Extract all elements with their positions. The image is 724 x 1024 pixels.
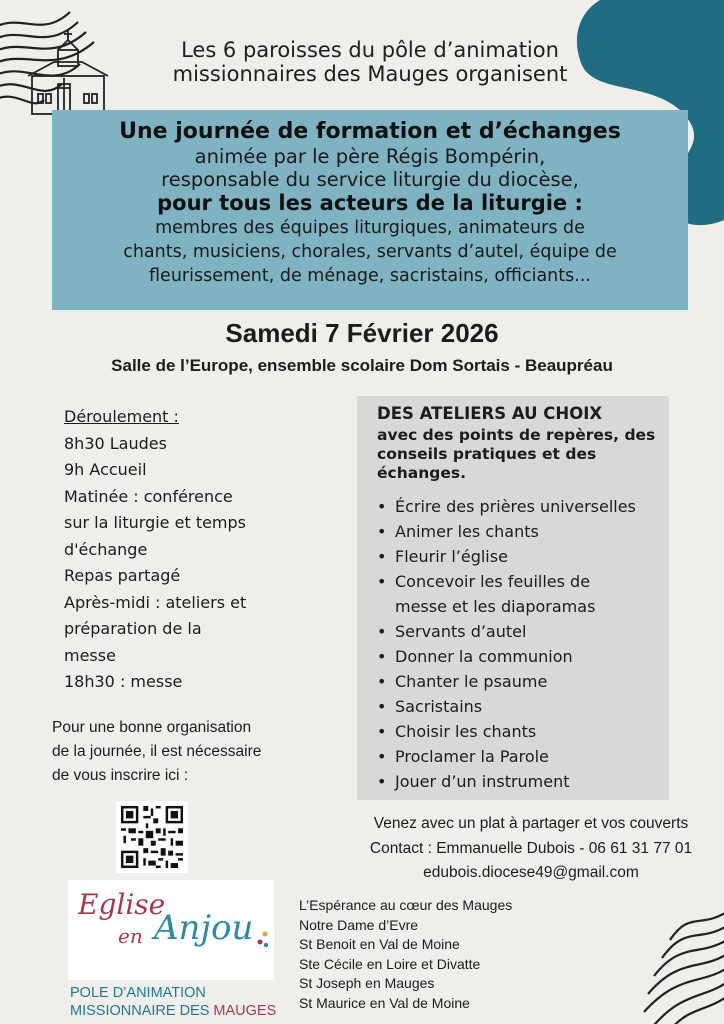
logo-word-anjou: Anjou [154, 908, 254, 948]
organizers-line-1: Les 6 paroisses du pôle d’animation [181, 38, 559, 62]
logo-word-eglise: Eglise [78, 888, 166, 921]
banner-audience-3: fleurissement, de ménage, sacristains, officiants... [149, 266, 591, 286]
pole-line-2-part: MISSIONNAIRE DES [70, 1003, 214, 1019]
workshop-item: • Jouer d’un instrument [377, 769, 667, 794]
program-line: préparation de la [64, 619, 202, 638]
workshop-item: • Choisir les chants [377, 719, 667, 744]
signup-line: Pour une bonne organisation [52, 719, 252, 736]
workshop-item: • Animer les chants [377, 519, 667, 544]
parish-item: L’Espérance au cœur des Mauges [299, 897, 513, 913]
parishes-list [299, 896, 512, 1013]
pole-label [70, 984, 276, 1020]
program-heading: Déroulement : [64, 407, 179, 426]
program-line: Repas partagé [64, 566, 181, 585]
event-venue: Salle de l’Europe, ensemble scolaire Dom Sortais - Beaupréau [111, 356, 613, 375]
workshop-item: • Écrire des prières universelles [377, 494, 667, 519]
program-line: 9h Accueil [64, 460, 147, 479]
workshops-list [377, 494, 667, 794]
parish-item: St Benoit en Val de Moine [299, 936, 460, 952]
contact-email[interactable]: edubois.diocese49@gmail.com [423, 864, 639, 881]
workshop-item: • Proclamer la Parole [377, 744, 667, 769]
banner-title: Une journée de formation et d’échanges [119, 119, 621, 144]
workshops-subtitle: avec des points de repères, des conseils pratiques et des échanges. [377, 426, 656, 482]
pole-line-2-accent: MAUGES [213, 1003, 277, 1019]
workshop-item: • Concevoir les feuilles de [377, 569, 667, 594]
program-line: sur la liturgie et temps [64, 513, 247, 532]
banner-subtitle: pour tous les acteurs de la liturgie : [157, 191, 583, 215]
event-date: Samedi 7 Février 2026 [225, 318, 499, 348]
workshop-item: • Chanter le psaume [377, 669, 667, 694]
parish-item: St Joseph en Mauges [299, 975, 435, 991]
pole-line-2 [70, 1002, 276, 1020]
signup-qr-code[interactable] [116, 801, 188, 873]
signup-note [52, 716, 312, 788]
eglise-en-anjou-logo [68, 880, 274, 980]
signup-line: de vous inscrire ici : [52, 767, 189, 784]
signup-line: de la journée, il est nécessaire [52, 743, 262, 760]
bring-food-note: Venez avec un plat à partager et vos couverts [373, 815, 689, 832]
workshop-item: • Donner la communion [377, 644, 667, 669]
logo-word-en: en [118, 924, 143, 948]
logo-dots-icon [256, 930, 270, 950]
banner-line-1: animée par le père Régis Bompérin, [194, 145, 546, 168]
parish-item: Ste Cécile en Loire et Divatte [299, 955, 481, 972]
program-line: messe [64, 645, 116, 665]
organizers-heading [120, 38, 620, 86]
contact-line: Contact : Emmanuelle Dubois - 06 61 31 77 01 [369, 839, 693, 857]
pole-line-1: POLE D’ANIMATION [70, 985, 206, 1001]
banner-audience-2: chants, musiciens, chorales, servants d’autel, équipe de [123, 242, 617, 262]
workshop-item-continued: messe et les diaporamas [395, 597, 596, 616]
program-line: d'échange [64, 539, 148, 559]
program-line: 8h30 Laudes [64, 433, 167, 453]
stripes-decoration-bottom-right [630, 900, 724, 1024]
program-line: Après-midi : ateliers et [64, 592, 247, 612]
program-schedule [64, 404, 324, 696]
organizers-line-2: missionnaires des Mauges organisent [172, 62, 568, 86]
banner-audience-1: membres des équipes liturgiques, animateurs de [155, 218, 585, 238]
program-line: 18h30 : messe [64, 672, 183, 691]
workshops-box [357, 396, 669, 800]
contact-block [346, 812, 716, 886]
parish-item: Notre Dame d’Evre [299, 916, 419, 933]
church-icon [24, 28, 112, 118]
workshop-item: • Sacristains [377, 694, 667, 719]
banner-line-2: responsable du service liturgie du diocèse, [161, 168, 579, 191]
workshop-item: • Servants d’autel [377, 619, 667, 644]
parish-item: St Maurice en Val de Moine [299, 994, 470, 1011]
workshops-title: DES ATELIERS AU CHOIX [377, 404, 603, 423]
program-line: Matinée : conférence [64, 486, 233, 506]
workshop-item: • Fleurir l’église [377, 544, 667, 569]
event-banner [52, 110, 688, 310]
